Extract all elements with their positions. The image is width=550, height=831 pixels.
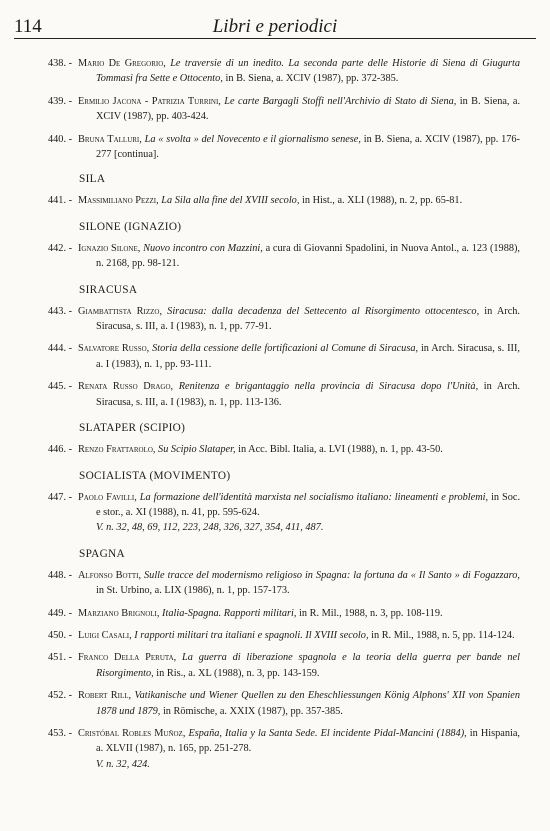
entry-number: 441. - (48, 195, 73, 207)
entry-author: Salvatore Russo, (78, 343, 150, 355)
entry-number: 440. - (48, 133, 73, 145)
entry-source: in R. Mil., 1988, n. 3, pp. 108-119. (299, 607, 443, 619)
entry-number: 439. - (48, 95, 73, 107)
page-number: 114 (14, 16, 42, 37)
entry-number: 442. - (48, 242, 73, 254)
entry-title: Su Scipio Slataper, (158, 444, 236, 456)
entry-source: in Römische, a. XXIX (1987), pp. 357-385. (162, 705, 343, 717)
entry-author: Franco Della Peruta, (78, 652, 177, 664)
section-heading: SPAGNA (79, 547, 125, 560)
entry-title: Siracusa: dalla decadenza del Settecento al Risorgimento ottocentesco, (167, 305, 480, 317)
entry-title: España, Italia y la Santa Sede. El incidente Pidal-Mancini (1884), (188, 727, 467, 739)
entry-title: Storia della cessione delle fortificazioni al Comune di Siracusa, (152, 343, 419, 355)
entry-source: in St. Urbino, a. LIX (1986), n. 1, pp. 157-173. (96, 585, 290, 597)
entry-author: Ermilio Jacona - Patrizia Turrini, (78, 95, 221, 107)
entry-number: 451. - (48, 652, 73, 664)
bibliography-entry (0, 193, 520, 208)
section-heading: SLATAPER (SCIPIO) (79, 422, 186, 435)
entry-author: Alfonso Botti, (78, 569, 142, 581)
see-also-references: V. n. 32, 48, 69, 112, 223, 248, 326, 327, 354, 411, 487. (96, 522, 324, 534)
section-heading: SIRACUSA (79, 283, 138, 296)
entry-source: in B. Siena, a. XCIV (1987), pp. 372-385. (225, 73, 399, 85)
bibliography-entry (0, 726, 520, 772)
entry-title: Nuovo incontro con Mazzini, (143, 242, 263, 254)
entry-author: Robert Rill, (78, 690, 132, 702)
entry-title: Sulle tracce del modernismo religioso in Spagna: la fortuna da « Il Santo » di Fogazzaro, (144, 569, 520, 581)
entry-source: in Ris., a. XL (1988), n. 3, pp. 143-159. (156, 667, 320, 679)
entry-source: in Acc. Bibl. Italia, a. LVI (1988), n. 1, pp. 43-50. (238, 444, 443, 456)
entry-number: 438. - (48, 58, 73, 69)
entry-title: La « svolta » del Novecento e il giornalismo senese, (144, 133, 361, 145)
bibliography-entry (0, 341, 520, 372)
entry-source: in Arch. Siracusa, s. III, a. I (1983), n. 1, pp. 77-91. (96, 305, 520, 333)
entry-author: Luigi Casali, (78, 629, 132, 641)
section-heading: SOCIALISTA (MOVIMENTO) (79, 469, 231, 482)
entry-source: in Hispania, a. XLVII (1987), n. 165, pp. 251-278. (96, 727, 521, 755)
entry-number: 444. - (48, 343, 73, 355)
entry-title: Italia-Spagna. Rapporti militari, (162, 607, 297, 619)
entry-number: 448. - (48, 569, 73, 581)
bibliography-entry (0, 379, 520, 410)
entry-author: Massimiliano Pezzi, (78, 195, 159, 207)
entry-author: Ignazio Silone, (78, 242, 141, 254)
bibliography-entry (0, 241, 520, 272)
entry-title: La Sila alla fine del XVIII secolo, (161, 195, 300, 207)
bibliography-entry (0, 568, 520, 599)
entry-author: Renata Russo Drago, (78, 381, 174, 393)
entry-number: 445. - (48, 381, 73, 393)
entry-author: Renzo Frattarolo, (78, 444, 156, 456)
entry-number: 449. - (48, 607, 73, 619)
entry-author: Giambattista Rizzo, (78, 305, 163, 317)
entry-author: Cristóbal Robles Muñoz, (78, 727, 186, 739)
entry-title: I rapporti militari tra italiani e spagnoli. Il XVIII secolo, (134, 629, 369, 641)
bibliography-entry (0, 442, 520, 457)
entry-title: Le traversie di un inedito. La seconda parte delle Historie di Siena di Giugurta Tommasi fra Sette e Ottocento, (96, 58, 521, 85)
running-title: Libri e periodici (212, 16, 338, 37)
bibliography-entry (0, 304, 520, 335)
entry-source: in Arch. Siracusa, s. III, a. I (1983), n. 1, pp. 93-111. (96, 343, 520, 370)
entry-source: in R. Mil., 1988, n. 5, pp. 114-124. (371, 629, 515, 641)
entry-source: in B. Siena, a. XCIV (1987), pp. 403-424. (96, 95, 521, 123)
bibliography-entry (0, 132, 520, 163)
entry-title: Vatikanische und Wiener Quellen zu den Eheschliessungen König Alphons' XII von Spanien 1878 und 1879, (96, 690, 520, 717)
bibliography-entry (0, 628, 520, 643)
entry-title: Le carte Bargagli Stoffi nell'Archivio di Stato di Siena, (224, 95, 457, 107)
bibliography-entry (0, 606, 520, 621)
entry-source: in Soc. e stor., a. XI (1988), n. 41, pp. 595-624. (96, 491, 521, 518)
section-heading: SILA (79, 173, 106, 186)
entry-source: in Hist., a. XLI (1988), n. 2, pp. 65-81. (301, 195, 463, 207)
entry-number: 450. - (48, 629, 73, 641)
entry-title: La guerra di liberazione spagnola e la teoria della guerra per bande nel Risorgimento, (96, 652, 520, 679)
bibliography-entry (0, 490, 520, 536)
bibliography-entry (0, 94, 520, 125)
entry-number: 447. - (48, 491, 73, 503)
bibliography-entry (0, 688, 520, 719)
bibliography-list (0, 56, 550, 779)
entry-number: 453. - (48, 727, 73, 739)
entry-author: Mario De Gregorio, (78, 58, 166, 69)
entry-source: a cura di Giovanni Spadolini, in Nuova Antol., a. 123 (1988), n. 2168, pp. 98-121. (96, 242, 520, 270)
entry-title: La formazione dell'identità marxista nel socialismo italiano: lineamenti e problemi, (139, 491, 489, 503)
entry-source: in B. Siena, a. XCIV (1987), pp. 176-277 [continua]. (96, 133, 520, 161)
entry-number: 452. - (48, 690, 73, 702)
entry-author: Bruna Talluri, (78, 133, 142, 145)
see-also-references: V. n. 32, 424. (96, 758, 150, 770)
entry-number: 443. - (48, 305, 73, 317)
entry-author: Marziano Brignoli, (78, 607, 160, 619)
entry-author: Paolo Favilli, (78, 491, 137, 503)
section-heading: SILONE (IGNAZIO) (79, 220, 182, 233)
bibliography-entry (0, 56, 520, 87)
page-header (14, 14, 536, 39)
bibliography-entry (0, 650, 520, 681)
entry-source: in Arch. Siracusa, s. III, a. I (1983), n. 1, pp. 113-136. (96, 381, 521, 408)
entry-title: Renitenza e brigantaggio nella provincia di Siracusa dopo l'Unità, (178, 381, 479, 393)
entry-number: 446. - (48, 444, 73, 456)
